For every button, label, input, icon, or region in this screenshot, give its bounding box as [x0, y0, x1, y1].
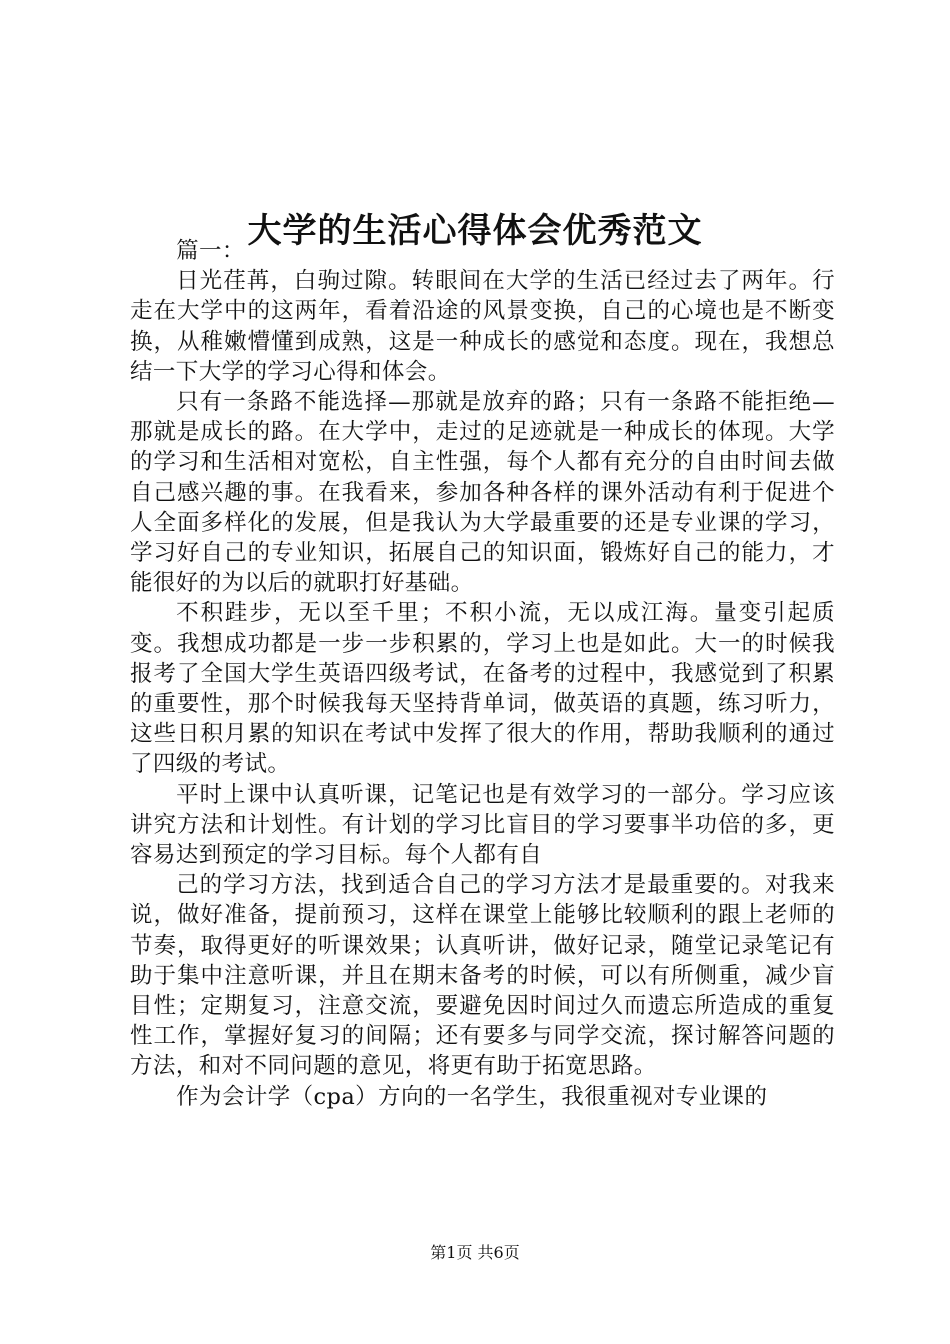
paragraph: 己的学习方法，找到适合自己的学习方法才是最重要的。对我来说，做好准备，提前预习，这样在课堂上能够比较顺利的跟上老师的节奏，取得更好的听课效果；认真听讲，做好记录，随堂记录笔记有助于集中注意听课，并且在期末备考的时候，可以有所侧重，减少盲目性；定期复习，注意交流，要避免因时间过久而遗忘所造成的重复性工作，掌握好复习的间隔；还有要多与同学交流，探讨解答问题的方法，和对不同问题的意见，将更有助于拓宽思路。 [130, 872, 835, 1080]
section-heading: 篇一： [176, 238, 245, 264]
paragraph: 作为会计学（cpa）方向的一名学生，我很重视对专业课的 [176, 1083, 768, 1110]
document-body [130, 236, 835, 1112]
paragraph: 平时上课中认真听课，记笔记也是有效学习的一部分。学习应该讲究方法和计划性。有计划的学习比盲目的学习要事半功倍的多，更容易达到预定的学习目标。每个人都有自 [130, 781, 835, 869]
paragraph: 不积跬步，无以至千里；不积小流，无以成江海。量变引起质变。我想成功都是一步一步积累的，学习上也是如此。大一的时候我报考了全国大学生英语四级考试，在备考的过程中，我感觉到了积累的重要性，那个时候我每天坚持背单词，做英语的真题，练习听力，这些日积月累的知识在考试中发挥了很大的作用，帮助我顺利的通过了四级的考试。 [130, 600, 835, 778]
document-title: 大学的生活心得体会优秀范文 [247, 210, 703, 251]
paragraph: 只有一条路不能选择—那就是放弃的路；只有一条路不能拒绝—那就是成长的路。在大学中，走过的足迹就是一种成长的体现。大学的学习和生活相对宽松，自主性强，每个人都有充分的自由时间去做自己感兴趣的事。在我看来，参加各种各样的课外活动有利于促进个人全面多样化的发展，但是我认为大学最重要的还是专业课的学习，学习好自己的专业知识，拓展自己的知识面，锻炼好自己的能力，才能很好的为以后的就职打好基础。 [130, 389, 835, 597]
page-footer: 第1页 共6页 [430, 1243, 520, 1262]
paragraph: 日光荏苒，白驹过隙。转眼间在大学的生活已经过去了两年。行走在大学中的这两年，看着沿途的风景变换，自己的心境也是不断变换，从稚嫩懵懂到成熟，这是一种成长的感觉和态度。现在，我想总结一下大学的学习心得和体会。 [130, 268, 835, 385]
